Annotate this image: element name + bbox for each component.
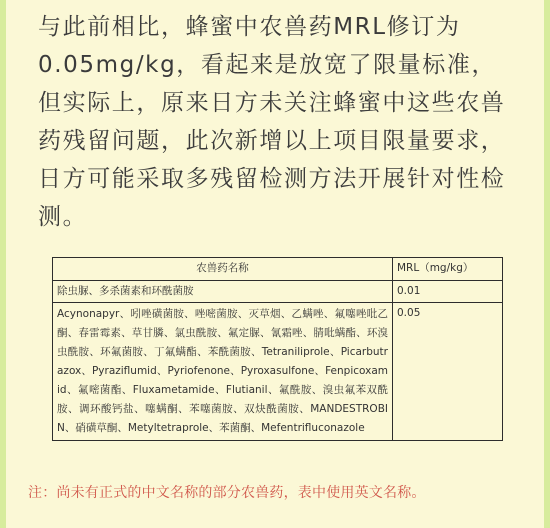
footnote: 注：尚未有正式的中文名称的部分农兽药，表中使用英文名称。 bbox=[28, 485, 426, 501]
table-row bbox=[53, 303, 503, 441]
article-paragraph: 与此前相比，蜂蜜中农兽药MRL修订为0.05mg/kg，看起来是放宽了限量标准，但实际上，原来日方未关注蜂蜜中这些农兽药残留问题，此次新增以上项目限量要求，日方可能采取多残留检测方法开展针对性检测。 bbox=[38, 14, 506, 230]
mrl-value-cell: 0.05 bbox=[393, 303, 503, 441]
header-mrl: MRL（mg/kg） bbox=[393, 258, 503, 281]
pesticide-name-cell: Acynonapyr、吲唑磺菌胺、唑嘧菌胺、灭草烟、乙螨唑、氟噻唑吡乙酮、春雷霉素、草甘膦、氯虫酰胺、氟定脲、氰霜唑、腈吡螨酯、环溴虫酰胺、环氟菌胺、丁氟螨酯、苯酰菌胺、Tetraniliprole、Picarbutrazox、Pyraziflumid、Pyriofenone、Pyroxasulfone、Fenpicoxamid、氟嘧菌酯、Fluxametamide、Flutianil、氟酰胺、溴虫氟苯双酰胺、调环酸钙盐、噻螨酮、苯噻菌胺、双炔酰菌胺、MANDESTROBIN、硝磺草酮、Metyltetraprole、苯菌酮、Mefentrifluconazole bbox=[53, 303, 393, 441]
mrl-value-cell: 0.01 bbox=[393, 280, 503, 303]
header-pesticide-name: 农兽药名称 bbox=[53, 258, 393, 281]
table-header-row bbox=[53, 258, 503, 281]
pesticide-name-cell: 除虫脲、多杀菌素和环酰菌胺 bbox=[53, 280, 393, 303]
table-row bbox=[53, 280, 503, 303]
mrl-table bbox=[52, 257, 503, 441]
